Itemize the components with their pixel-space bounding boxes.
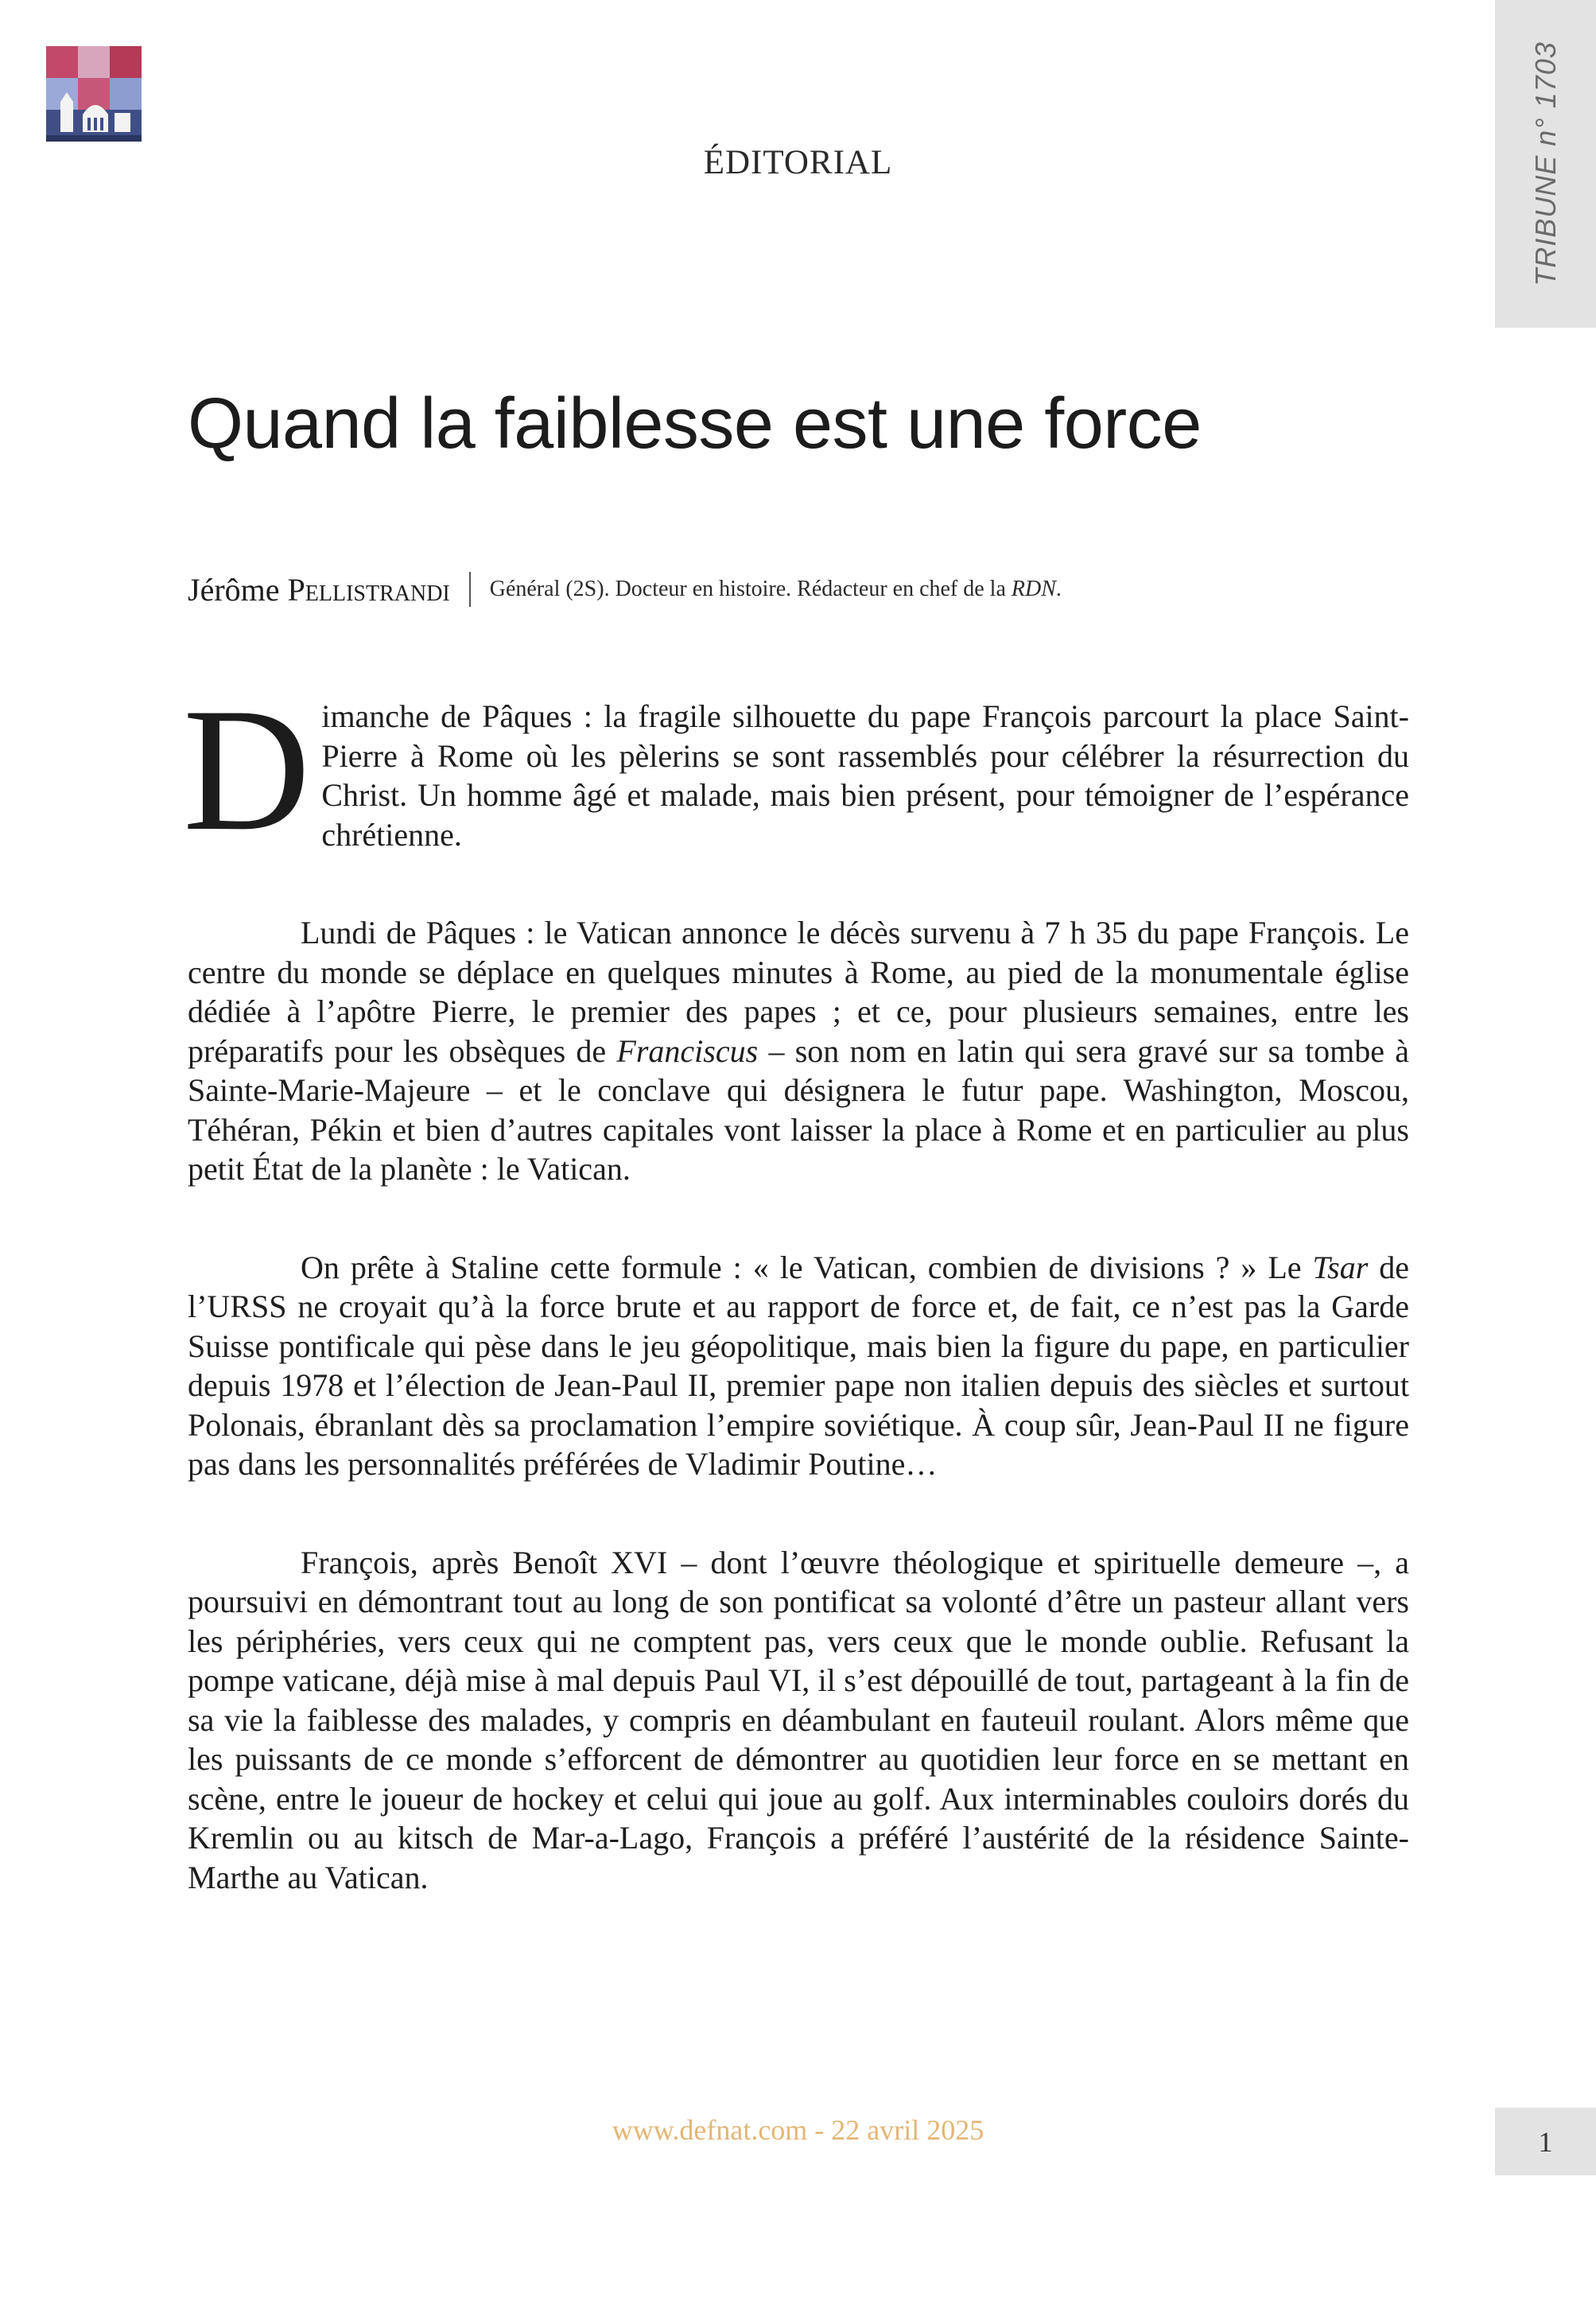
paragraph-4: François, après Benoît XVI – dont l’œuvre théologique et spirituelle demeure –, a poursuivi en démontrant tout au long de son pontificat sa volonté d’être un pasteur allant vers les périphéries, vers ceux qui ne comptent pas, vers ceux que le monde oublie. Refusant la pompe vaticane, déjà mise à mal depuis Paul VI, il s’est dépouillé de tout, partageant à la fin de sa vie la faiblesse des malades, y compris en déambulant en fauteuil roulant. Alors même que les puissants de ce monde s’efforcent de démontrer au quotidien leur force en se mettant en scène, entre le joueur de hockey et celui qui joue au golf. Aux interminables couloirs dorés du Kremlin ou au kitsch de Mar-a-Lago, François a préféré l’austérité de la résidence Sainte-Marthe au Vatican. bbox=[188, 1544, 1409, 1895]
tribune-number: TRIBUNE n° 1703 bbox=[1528, 41, 1562, 286]
author-role: Général (2S). Docteur en histoire. Rédacteur en chef de la RDN. bbox=[489, 577, 1062, 601]
paragraph-3: On prête à Staline cette formule : « le Vatican, combien de divisions ? » Le Tsar de l’URSS ne croyait qu’à la force brute et au rapport de force et, de fait, ce n’est pas la Garde Suisse pontificale qui pèse dans le jeu géopolitique, mais bien la figure du pape, en particulier depuis 1978 et l’élection de Jean-Paul II, premier pape non italien depuis des siècles et surtout Polonais, ébranlant dès sa proclamation l’empire soviétique. À coup sûr, Jean-Paul II ne figure pas dans les personnalités préférées de Vladimir Poutine… bbox=[188, 1249, 1409, 1482]
page-title: Quand la faiblesse est une force bbox=[188, 384, 1202, 464]
byline bbox=[188, 569, 1062, 609]
section-label: ÉDITORIAL bbox=[703, 144, 893, 181]
paragraph-2: Lundi de Pâques : le Vatican annonce le décès survenu à 7 h 35 du pape François. Le centre du monde se déplace en quelques minutes à Rome, au pied de la monumentale église dédiée à l’apôtre Pierre, le premier des papes ; et ce, pour plusieurs semaines, entre les préparatifs pour les obsèques de Franciscus – son nom en latin qui sera gravé sur sa tombe à Sainte-Marie-Majeure – et le conclave qui désignera le futur pape. Washington, Moscou, Téhéran, Pékin et bien d’autres capitales vont laisser la place à Rome et en particulier au plus petit État de la planète : le Vatican. bbox=[188, 915, 1409, 1187]
page-number: 1 bbox=[1495, 2108, 1596, 2175]
defnat-logo-icon bbox=[46, 46, 142, 142]
author-first-name: Jérôme bbox=[188, 571, 280, 608]
drop-cap: D bbox=[183, 672, 311, 868]
footer-url-date: www.defnat.com - 22 avril 2025 bbox=[612, 2114, 984, 2146]
rdn-label: RDN bbox=[1011, 577, 1056, 601]
byline-separator bbox=[469, 572, 471, 607]
paragraph-1: Dimanche de Pâques : la fragile silhouette du pape François parcourt la place Saint-Pierre à Rome où les pèlerins se sont rassemblés pour célébrer la résurrection du Christ. Un homme âgé et malade, mais bien présent, pour témoigner de l’espérance chrétienne. bbox=[183, 672, 1409, 868]
article-body bbox=[183, 672, 1409, 1956]
author-last-name: Pellistrandi bbox=[287, 571, 450, 608]
